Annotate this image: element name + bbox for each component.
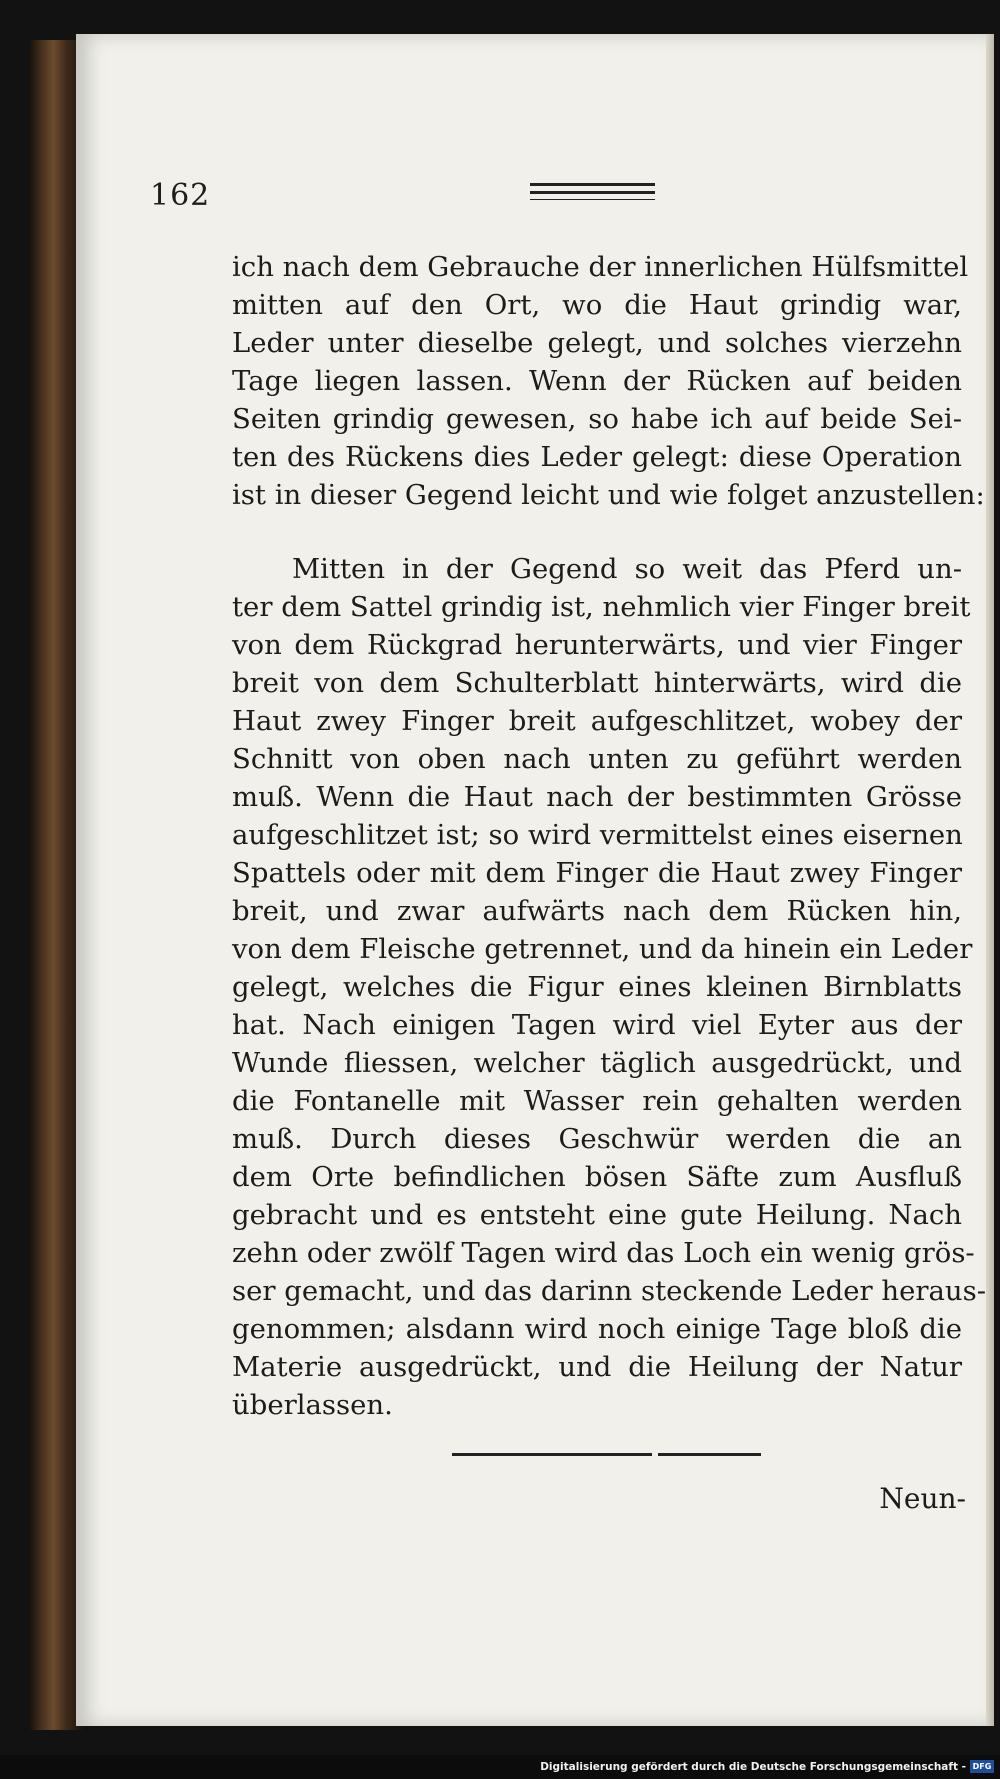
text-line: Schnitt von oben nach unten zu geführt werden [232, 743, 962, 775]
text-line: mitten auf den Ort, wo die Haut grindig war, [232, 289, 962, 321]
text-line: ser gemacht, und das darinn steckende Leder heraus- [232, 1275, 987, 1307]
text-line: ist in dieser Gegend leicht und wie folget anzustellen: [232, 479, 985, 511]
text-line: ten des Rückens dies Leder gelegt: diese Operation [232, 441, 962, 473]
section-end-rule [452, 1453, 652, 1456]
text-line: breit, und zwar aufwärts nach dem Rücken hin, [232, 895, 962, 927]
text-line: gelegt, welches die Figur eines kleinen Birnblatts [232, 971, 962, 1003]
section-end-rule [658, 1453, 761, 1456]
text-line: die Fontanelle mit Wasser rein gehalten werden [232, 1085, 962, 1117]
text-line: Materie ausgedrückt, und die Heilung der Natur [232, 1351, 962, 1383]
text-line: muß. Wenn die Haut nach der bestimmten Grösse [232, 781, 962, 813]
page-edge [986, 34, 994, 1726]
text-line: ich nach dem Gebrauche der innerlichen Hülfsmittel [232, 251, 969, 283]
text-line: Haut zwey Finger breit aufgeschlitzet, wobey der [232, 705, 962, 737]
text-line: Seiten grindig gewesen, so habe ich auf beide Sei- [232, 403, 962, 435]
book-binding [30, 40, 82, 1730]
header-ornament-rule [530, 183, 655, 186]
header-ornament-rule [530, 199, 655, 200]
text-line: Leder unter dieselbe gelegt, und solches vierzehn [232, 327, 962, 359]
text-line: zehn oder zwölf Tagen wird das Loch ein wenig grös- [232, 1237, 975, 1269]
page-number: 162 [150, 178, 211, 213]
text-line: Wunde fliessen, welcher täglich ausgedrückt, und [232, 1047, 962, 1079]
text-line: von dem Fleische getrennet, und da hinein ein Leder [232, 933, 973, 965]
text-line: ter dem Sattel grindig ist, nehmlich vier Finger breit [232, 591, 971, 623]
text-line: Mitten in der Gegend so weit das Pferd un- [292, 553, 962, 585]
dfg-logo: DFG [970, 1760, 994, 1773]
text-line: gebracht und es entsteht eine gute Heilung. Nach [232, 1199, 962, 1231]
catchword: Neun- [879, 1482, 966, 1515]
text-line: breit von dem Schulterblatt hinterwärts, wird die [232, 667, 962, 699]
text-line: Tage liegen lassen. Wenn der Rücken auf beiden [232, 365, 962, 397]
text-line: hat. Nach einigen Tagen wird viel Eyter aus der [232, 1009, 962, 1041]
text-line: muß. Durch dieses Geschwür werden die an [232, 1123, 962, 1155]
text-line: von dem Rückgrad herunterwärts, und vier Finger [232, 629, 962, 661]
digitization-credit: Digitalisierung gefördert durch die Deutsche Forschungsgemeinschaft - [540, 1761, 966, 1773]
text-line: Spattels oder mit dem Finger die Haut zwey Finger [232, 857, 962, 889]
text-line: dem Orte befindlichen bösen Säfte zum Ausfluß [232, 1161, 962, 1193]
header-ornament-rule [530, 191, 655, 194]
text-line: überlassen. [232, 1389, 393, 1421]
text-line: aufgeschlitzet ist; so wird vermittelst eines eisernen [232, 819, 963, 851]
text-line: genommen; alsdann wird noch einige Tage bloß die [232, 1313, 962, 1345]
